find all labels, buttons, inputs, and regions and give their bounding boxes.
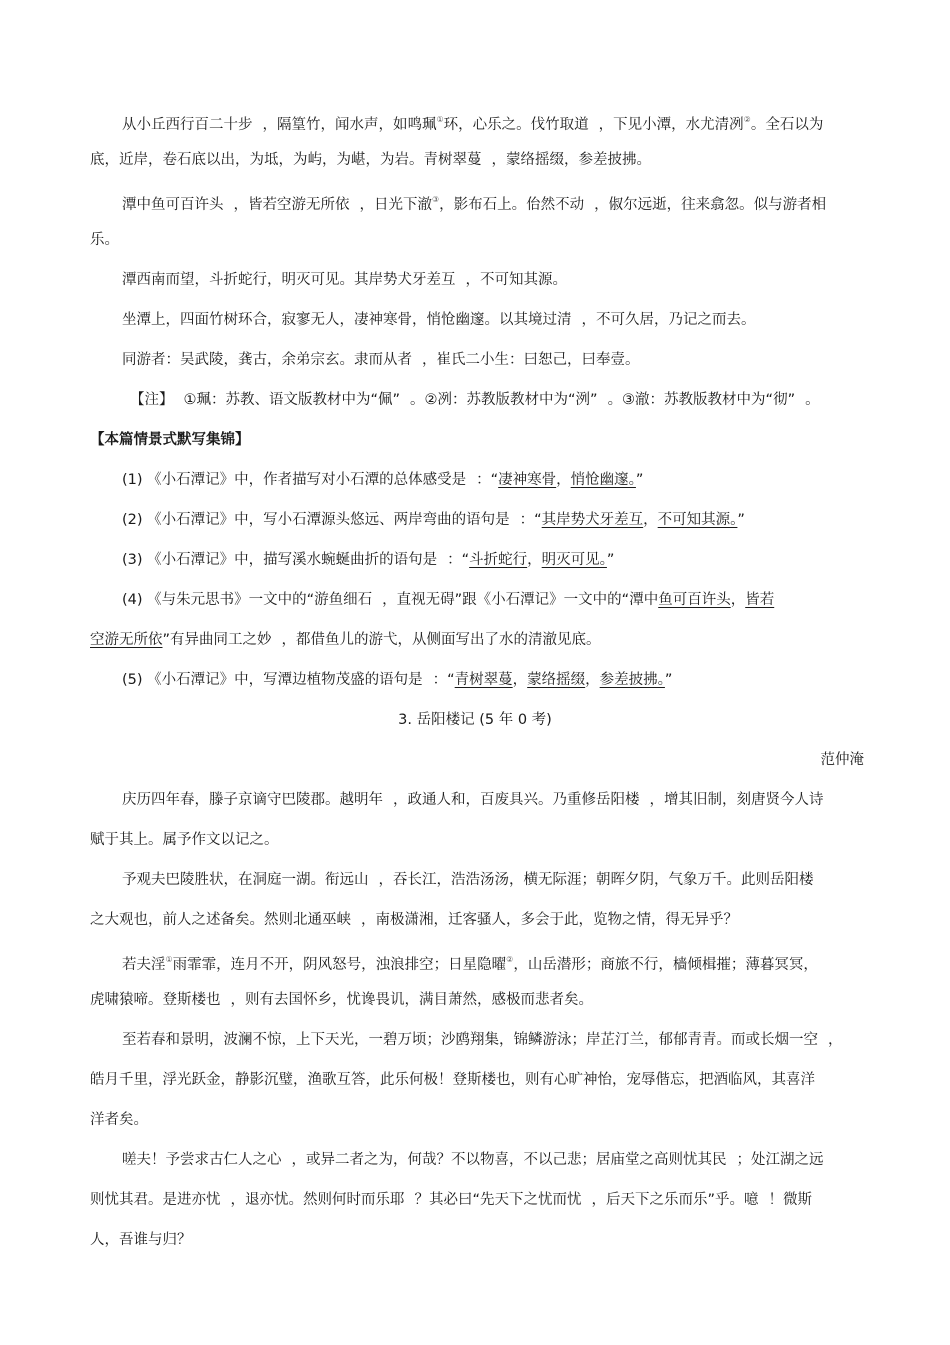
answer-blank: 斗折蛇行: [469, 552, 528, 568]
yy-p1-line2: 赋于其上。属予作文以记之。: [90, 832, 279, 848]
answer-blank: 青树翠蔓: [454, 672, 513, 688]
yy-p4-line1: 至若春和景明，波澜不惊，上下天光，一碧万顷；沙鸥翔集，锦鳞游泳；岸芷汀兰，郁郁青青。而或长烟一空 ，: [122, 1032, 843, 1048]
answer-blank: 凄神寒骨: [498, 472, 557, 488]
answer-blank: 悄怆幽邃。: [570, 472, 636, 488]
question-5: (5) 《小石潭记》中，写潭边植物茂盛的语句是 ：“青树翠蔓，蒙络摇缀，参差披拂。”: [122, 672, 673, 688]
xst-p1-line2: 底，近岸，卷石底以出，为坻，为屿，为嵁，为岩。青树翠蔓 ，蒙络摇缀，参差披拂。: [90, 152, 651, 168]
note-label: 【注】: [130, 392, 174, 408]
yy-p5-line1: 嗟夫！予尝求古仁人之心 ，或异二者之为，何哉？不以物喜，不以己悲；居庙堂之高则忧其民 ；处江湖之远: [122, 1152, 824, 1168]
answer-blank: 参差披拂。: [599, 672, 665, 688]
question-4-line2: 空游无所依”有异曲同工之妙 ，都借鱼儿的游弋，从侧面写出了水的清澈见底。: [90, 632, 601, 648]
question-3: (3) 《小石潭记》中，描写溪水蜿蜒曲折的语句是 ：“斗折蛇行，明灭可见。”: [122, 552, 615, 568]
yy-p4-line2: 皓月千里，浮光跃金，静影沉璧，渔歌互答，此乐何极！登斯楼也，则有心旷神怡，宠辱偕忘，把酒临风，其喜洋: [90, 1072, 815, 1088]
xst-p5: 同游者：吴武陵，龚古，余弟宗玄。隶而从者 ，崔氏二小生：曰恕己，曰奉壹。: [122, 352, 640, 368]
answer-blank: 鱼可百许头: [658, 592, 731, 608]
xst-p3: 潭西南而望，斗折蛇行，明灭可见。其岸势犬牙差互 ，不可知其源。: [122, 272, 567, 288]
answer-blank: 空游无所依: [90, 632, 163, 648]
question-4-line1: (4) 《与朱元思书》一文中的“游鱼细石 ，直视无碍”跟《小石潭记》一文中的“潭中鱼可百许头，皆若: [122, 592, 775, 608]
question-1: (1) 《小石潭记》中，作者描写对小石潭的总体感受是 ：“凄神寒骨，悄怆幽邃。”: [122, 472, 644, 488]
xst-p1-line1: 从小丘西行百二十步 ，隔篁竹，闻水声，如鸣珮①环，心乐之。伐竹取道 ，下见小潭，水尤清冽②。全石以为: [122, 115, 824, 133]
xst-p2-line1: 潭中鱼可百许头 ，皆若空游无所依 ，日光下澈③，影布石上。佁然不动 ，俶尔远逝，往来翕忽。似与游者相: [122, 195, 827, 213]
yueyang-author: 范仲淹: [820, 752, 864, 768]
question-2: (2) 《小石潭记》中，写小石潭源头悠远、两岸弯曲的语句是 ：“其岸势犬牙差互，不可知其源。”: [122, 512, 745, 528]
yy-p5-line3: 人，吾谁与归？: [90, 1232, 192, 1248]
xst-p2-line2: 乐。: [90, 232, 119, 248]
xst-note: 【注】 ①珮：苏教、语文版教材中为“佩” 。②冽：苏教版教材中为“洌” 。③澈：苏教版教材中为“彻” 。: [130, 392, 820, 408]
section-heading: 【本篇情景式默写集锦】: [90, 432, 250, 448]
answer-blank: 明灭可见。: [541, 552, 607, 568]
answer-blank: 其岸势犬牙差互: [541, 512, 644, 528]
xst-p4: 坐潭上，四面竹树环合，寂寥无人，凄神寒骨，悄怆幽邃。以其境过清 ，不可久居，乃记之而去。: [122, 312, 756, 328]
yy-p5-line2: 则忧其君。是进亦忧 ，退亦忧。然则何时而乐耶 ？其必曰“先天下之忧而忧 ，后天下之乐而乐”乎。噫 ！微斯: [90, 1192, 813, 1208]
yueyang-title: 3. 岳阳楼记 (5 年 0 考): [398, 712, 552, 728]
yy-p1-line1: 庆历四年春，滕子京谪守巴陵郡。越明年 ，政通人和，百废具兴。乃重修岳阳楼 ，增其旧制，刻唐贤今人诗: [122, 792, 824, 808]
yy-p2-line1: 予观夫巴陵胜状，在洞庭一湖。衔远山 ，吞长江，浩浩汤汤，横无际涯；朝晖夕阴，气象万千。此则岳阳楼: [122, 872, 814, 888]
answer-blank: 不可知其源。: [657, 512, 738, 528]
yy-p3-line2: 虎啸猿啼。登斯楼也 ，则有去国怀乡，忧谗畏讥，满目萧然，感极而悲者矣。: [90, 992, 593, 1008]
answer-blank: 蒙络摇缀: [527, 672, 586, 688]
answer-blank: 皆若: [745, 592, 775, 608]
yy-p3-line1: 若夫淫①雨霏霏，连月不开，阴风怒号，浊浪排空；日星隐曜②，山岳潜形；商旅不行，樯倾楫摧；薄暮冥冥，: [122, 955, 818, 973]
yy-p4-line3: 洋者矣。: [90, 1112, 148, 1128]
yy-p2-line2: 之大观也，前人之述备矣。然则北通巫峡 ，南极潇湘，迁客骚人，多会于此，览物之情，得无异乎？: [90, 912, 738, 928]
